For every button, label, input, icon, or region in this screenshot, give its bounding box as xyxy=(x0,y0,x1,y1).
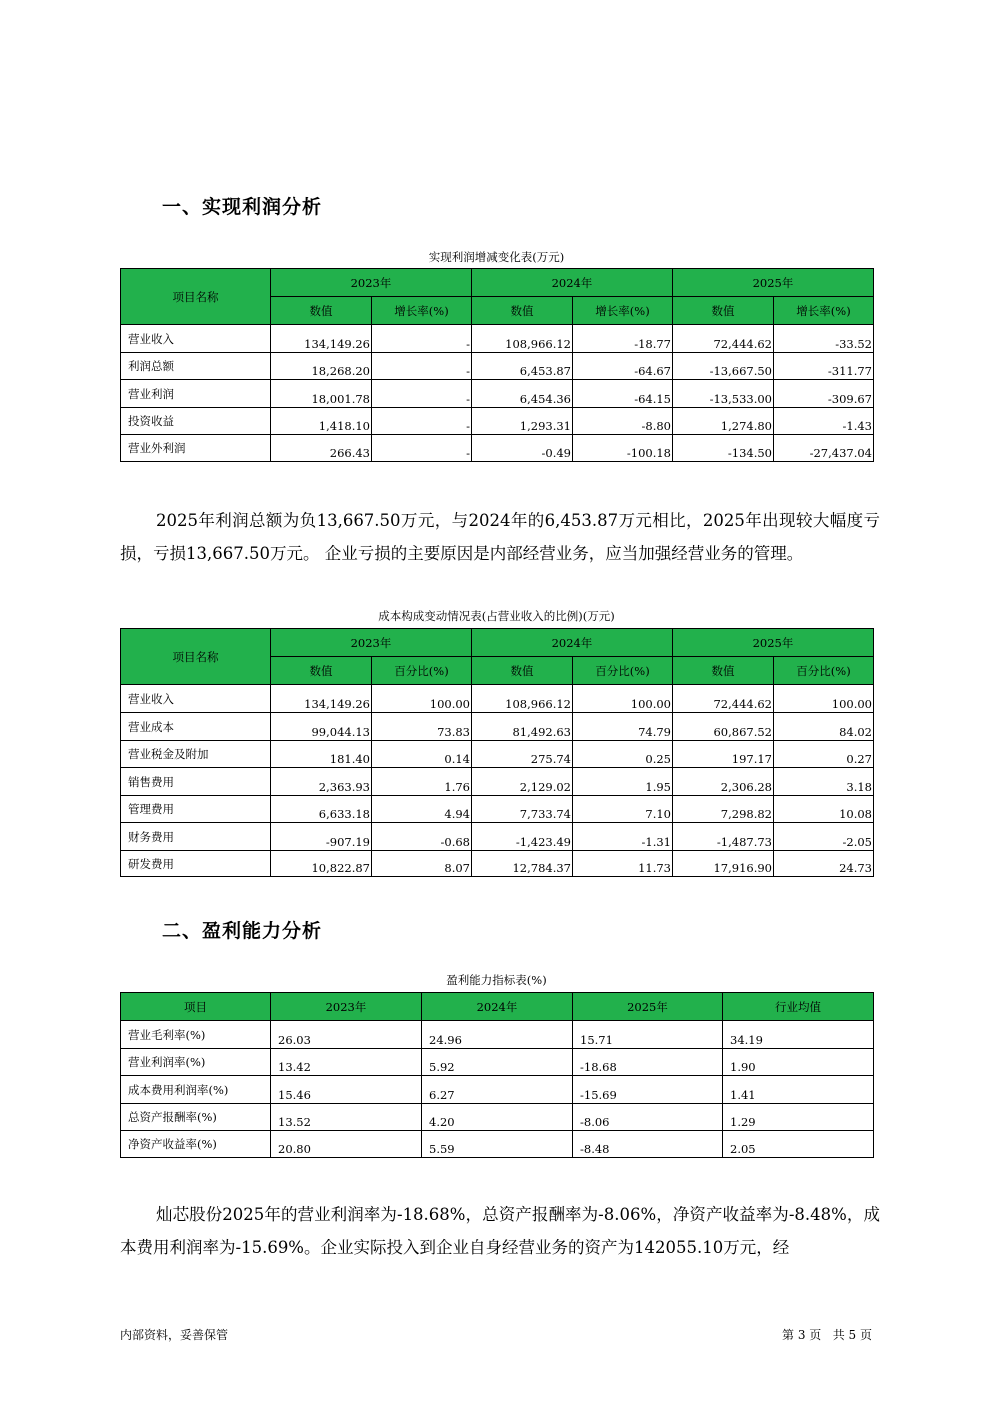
header-year-2023: 2023年 xyxy=(271,269,472,297)
table-cell: 74.79 xyxy=(573,713,673,741)
table-cell: 34.19 xyxy=(723,1021,874,1049)
table-cell: 2,363.93 xyxy=(271,768,372,796)
header-year-2024: 2024年 xyxy=(422,993,573,1021)
table-cell: -1.43 xyxy=(774,408,874,435)
header-percentage: 百分比(%) xyxy=(774,657,874,685)
header-growth-rate: 增长率(%) xyxy=(372,297,472,325)
table-cell: -0.49 xyxy=(472,435,573,462)
row-label: 财务费用 xyxy=(121,823,271,851)
table-cell: -2.05 xyxy=(774,823,874,851)
table-cell: -13,533.00 xyxy=(673,380,774,408)
table-cell: 4.20 xyxy=(422,1104,573,1131)
table-cell: -907.19 xyxy=(271,823,372,851)
table-row xyxy=(121,325,874,353)
header-item-name: 项目名称 xyxy=(121,269,271,325)
header-value: 数值 xyxy=(472,657,573,685)
header-item: 项目 xyxy=(121,993,271,1021)
table-cell: - xyxy=(372,380,472,408)
header-year-2023: 2023年 xyxy=(271,993,422,1021)
table-cell: 1.95 xyxy=(573,768,673,796)
header-value: 数值 xyxy=(271,657,372,685)
table-cell: -134.50 xyxy=(673,435,774,462)
table-row xyxy=(121,851,874,877)
table-cell: -1.31 xyxy=(573,823,673,851)
header-value: 数值 xyxy=(673,297,774,325)
header-year-2024: 2024年 xyxy=(472,629,673,657)
row-label: 营业收入 xyxy=(121,325,271,353)
table-cell: 5.92 xyxy=(422,1049,573,1076)
row-label: 净资产收益率(%) xyxy=(121,1131,271,1158)
table-cell: 6,453.87 xyxy=(472,353,573,380)
row-label: 研发费用 xyxy=(121,851,271,877)
table-cell: 7.10 xyxy=(573,796,673,823)
table-row xyxy=(121,1104,874,1131)
table-row xyxy=(121,713,874,741)
table-cell: 100.00 xyxy=(372,685,472,713)
table-row xyxy=(121,1131,874,1158)
table-cell: -100.18 xyxy=(573,435,673,462)
table-cell: 24.96 xyxy=(422,1021,573,1049)
table-cell: -18.68 xyxy=(573,1049,723,1076)
table-cell: 197.17 xyxy=(673,741,774,768)
row-label: 营业外利润 xyxy=(121,435,271,462)
table-cell: -8.48 xyxy=(573,1131,723,1158)
table-cell: 2,129.02 xyxy=(472,768,573,796)
table-cell: 84.02 xyxy=(774,713,874,741)
table-cell: - xyxy=(372,353,472,380)
table-row xyxy=(121,741,874,768)
header-growth-rate: 增长率(%) xyxy=(774,297,874,325)
table-cell: 26.03 xyxy=(271,1021,422,1049)
table-cell: 8.07 xyxy=(372,851,472,877)
table-cell: 1.76 xyxy=(372,768,472,796)
table-cell: 10,822.87 xyxy=(271,851,372,877)
header-value: 数值 xyxy=(271,297,372,325)
header-growth-rate: 增长率(%) xyxy=(573,297,673,325)
table-cell: 0.27 xyxy=(774,741,874,768)
table-row xyxy=(121,435,874,462)
table-cell: 1.90 xyxy=(723,1049,874,1076)
table-caption-cost-structure: 成本构成变动情况表(占营业收入的比例)(万元) xyxy=(378,609,615,623)
table-cell: 24.73 xyxy=(774,851,874,877)
row-label: 管理费用 xyxy=(121,796,271,823)
table-row xyxy=(121,353,874,380)
table-cell: -18.77 xyxy=(573,325,673,353)
table-cell: -1,423.49 xyxy=(472,823,573,851)
table-cell: 73.83 xyxy=(372,713,472,741)
table-cell: -13,667.50 xyxy=(673,353,774,380)
table-cell: -27,437.04 xyxy=(774,435,874,462)
table-cell: 1,274.80 xyxy=(673,408,774,435)
header-percentage: 百分比(%) xyxy=(573,657,673,685)
table-cell: 99,044.13 xyxy=(271,713,372,741)
header-year-2025: 2025年 xyxy=(673,269,874,297)
table-row xyxy=(121,1021,874,1049)
table-cell: 108,966.12 xyxy=(472,685,573,713)
table-cell: 1.29 xyxy=(723,1104,874,1131)
header-item-name: 项目名称 xyxy=(121,629,271,685)
table-cell: 100.00 xyxy=(774,685,874,713)
table-cell: 6,454.36 xyxy=(472,380,573,408)
table-row xyxy=(121,1049,874,1076)
header-year-2025: 2025年 xyxy=(673,629,874,657)
row-label: 利润总额 xyxy=(121,353,271,380)
table-cell: - xyxy=(372,435,472,462)
table-cell: 5.59 xyxy=(422,1131,573,1158)
profitability-analysis-paragraph xyxy=(120,1198,880,1264)
table-cell: 72,444.62 xyxy=(673,325,774,353)
table-cell: -64.15 xyxy=(573,380,673,408)
section-heading-profit: 一、实现利润分析 xyxy=(162,196,323,218)
table-cell: 15.46 xyxy=(271,1076,422,1104)
table-cell: 12,784.37 xyxy=(472,851,573,877)
row-label: 成本费用利润率(%) xyxy=(121,1076,271,1104)
header-year-2023: 2023年 xyxy=(271,629,472,657)
table-row xyxy=(121,408,874,435)
table-cell: 4.94 xyxy=(372,796,472,823)
table-row xyxy=(121,1076,874,1104)
table-cell: 0.14 xyxy=(372,741,472,768)
table-cell: 134,149.26 xyxy=(271,685,372,713)
row-label: 营业利润 xyxy=(121,380,271,408)
table-row xyxy=(121,823,874,851)
table-cell: -8.80 xyxy=(573,408,673,435)
table-cell: 100.00 xyxy=(573,685,673,713)
table-cell: 1,293.31 xyxy=(472,408,573,435)
table-row xyxy=(121,380,874,408)
table-cell: - xyxy=(372,325,472,353)
table-row xyxy=(121,685,874,713)
table-cell: 266.43 xyxy=(271,435,372,462)
row-label: 营业成本 xyxy=(121,713,271,741)
table-cell: 181.40 xyxy=(271,741,372,768)
table-cell: -0.68 xyxy=(372,823,472,851)
table-cell: 2,306.28 xyxy=(673,768,774,796)
table-cell: 7,733.74 xyxy=(472,796,573,823)
header-value: 数值 xyxy=(472,297,573,325)
table-cell: 11.73 xyxy=(573,851,673,877)
paragraph-text: 灿芯股份2025年的营业利润率为-18.68%，总资产报酬率为-8.06%，净资产收益率为-8.48%，成本费用利润率为-15.69%。企业实际投入到企业自身经营业务的资产为142055.10万元，经 xyxy=(120,1205,880,1257)
table-cell: 6,633.18 xyxy=(271,796,372,823)
cost-structure-table xyxy=(120,628,874,877)
table-caption-profitability: 盈利能力指标表(%) xyxy=(446,973,547,987)
header-percentage: 百分比(%) xyxy=(372,657,472,685)
row-label: 营业税金及附加 xyxy=(121,741,271,768)
header-industry-average: 行业均值 xyxy=(723,993,874,1021)
table-cell: -311.77 xyxy=(774,353,874,380)
table-cell: 1,418.10 xyxy=(271,408,372,435)
row-label: 营业收入 xyxy=(121,685,271,713)
table-cell: -1,487.73 xyxy=(673,823,774,851)
table-cell: 81,492.63 xyxy=(472,713,573,741)
row-label: 销售费用 xyxy=(121,768,271,796)
table-caption-profit-change: 实现利润增减变化表(万元) xyxy=(428,250,565,264)
row-label: 营业毛利率(%) xyxy=(121,1021,271,1049)
table-cell: 0.25 xyxy=(573,741,673,768)
table-cell: -15.69 xyxy=(573,1076,723,1104)
table-cell: 134,149.26 xyxy=(271,325,372,353)
table-cell: -64.67 xyxy=(573,353,673,380)
table-cell: 13.52 xyxy=(271,1104,422,1131)
table-cell: 18,001.78 xyxy=(271,380,372,408)
table-cell: -33.52 xyxy=(774,325,874,353)
row-label: 营业利润率(%) xyxy=(121,1049,271,1076)
table-cell: 15.71 xyxy=(573,1021,723,1049)
table-cell: 108,966.12 xyxy=(472,325,573,353)
table-row xyxy=(121,796,874,823)
footer-page-number: 第 3 页 共 5 页 xyxy=(782,1328,872,1342)
footer-confidential-note: 内部资料，妥善保管 xyxy=(120,1328,229,1342)
table-row xyxy=(121,768,874,796)
profit-analysis-paragraph xyxy=(120,504,880,570)
table-cell: 7,298.82 xyxy=(673,796,774,823)
table-cell: 1.41 xyxy=(723,1076,874,1104)
table-cell: 6.27 xyxy=(422,1076,573,1104)
header-year-2025: 2025年 xyxy=(573,993,723,1021)
table-cell: -8.06 xyxy=(573,1104,723,1131)
table-cell: - xyxy=(372,408,472,435)
profit-change-table xyxy=(120,268,874,462)
paragraph-text: 2025年利润总额为负13,667.50万元，与2024年的6,453.87万元相比，2025年出现较大幅度亏损，亏损13,667.50万元。 企业亏损的主要原因是内部经营业务，应当加强经营业务的管理。 xyxy=(120,511,880,563)
table-cell: 13.42 xyxy=(271,1049,422,1076)
profitability-table xyxy=(120,992,874,1158)
table-cell: 72,444.62 xyxy=(673,685,774,713)
table-cell: -309.67 xyxy=(774,380,874,408)
row-label: 投资收益 xyxy=(121,408,271,435)
header-value: 数值 xyxy=(673,657,774,685)
header-year-2024: 2024年 xyxy=(472,269,673,297)
table-cell: 275.74 xyxy=(472,741,573,768)
table-cell: 17,916.90 xyxy=(673,851,774,877)
table-cell: 60,867.52 xyxy=(673,713,774,741)
table-cell: 3.18 xyxy=(774,768,874,796)
row-label: 总资产报酬率(%) xyxy=(121,1104,271,1131)
section-heading-profitability: 二、盈利能力分析 xyxy=(162,920,323,942)
table-cell: 18,268.20 xyxy=(271,353,372,380)
table-cell: 10.08 xyxy=(774,796,874,823)
table-cell: 20.80 xyxy=(271,1131,422,1158)
table-cell: 2.05 xyxy=(723,1131,874,1158)
